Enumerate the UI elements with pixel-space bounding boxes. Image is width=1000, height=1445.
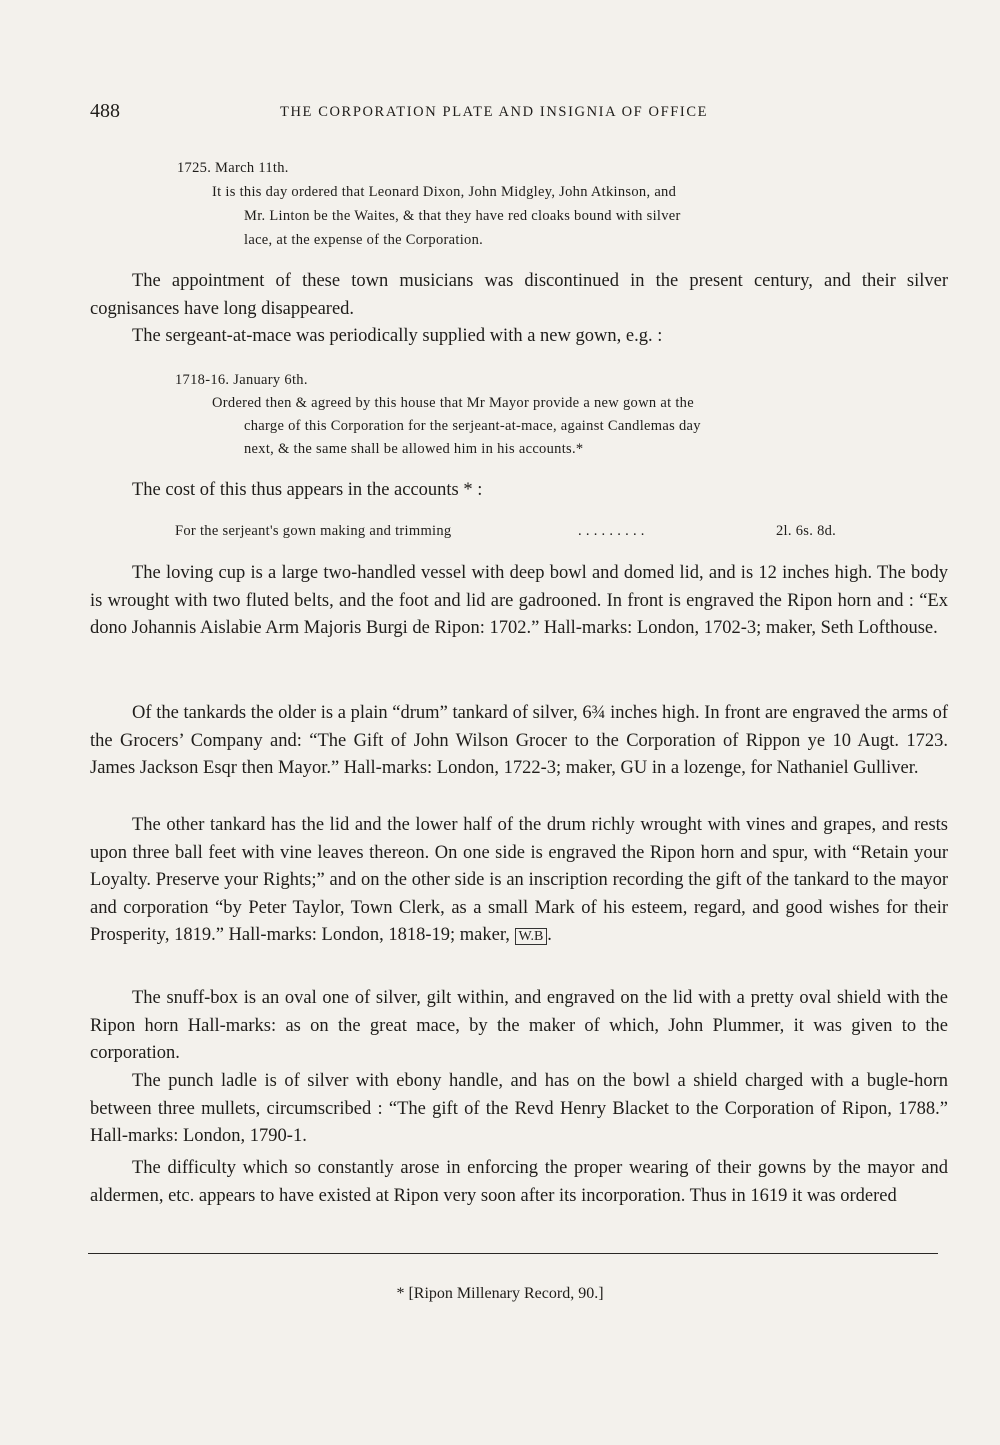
entry1-line: Mr. Linton be the Waites, & that they have red cloaks bound with silver	[244, 208, 681, 224]
running-title: THE CORPORATION PLATE AND INSIGNIA OF OFFICE	[280, 104, 709, 120]
entry2-line: charge of this Corporation for the serjeant-at-mace, against Candlemas day	[244, 418, 701, 434]
paragraph-tankard-other: The other tankard has the lid and the lower half of the drum richly wrought with vines and grapes, and rests upon three ball feet with vine leaves thereon. On one side is engraved the Ripon horn and spur, with “Retain your Loyalty. Preserve your Rights;” and on the other side is an inscription recording the gift of the tankard to the mayor and corporation “by Peter Taylor, Town Clerk, as a small Mark of his esteem, regard, and good wishes for their Prosperity, 1819.” Hall-marks: London, 1818-19; maker, W.B .	[90, 815, 948, 945]
tankard-other-text: The other tankard has the lid and the lower half of the drum richly wrought with vines and grapes, and rests upon three ball feet with vine leaves thereon. On one side is engraved the Ripon horn and spur, with “Retain your Loyalty. Preserve your Rights;” and on the other side is an inscription recording the gift of the tankard to the mayor and corporation “by Peter Taylor, Town Clerk, as a small Mark of his esteem, regard, and good wishes for their Prosperity, 1819.” Hall-marks: London, 1818-19; maker,	[90, 815, 948, 945]
entry2-line: next, & the same shall be allowed him in his accounts.*	[244, 441, 584, 457]
entry2-line: Ordered then & agreed by this house that Mr Mayor provide a new gown at the	[212, 395, 694, 411]
paragraph-snuff-box: The snuff-box is an oval one of silver, gilt within, and engraved on the lid with a pretty oval shield with the Ripon horn Hall-marks: as on the great mace, by the maker of which, John Plummer, it was given to the corporation.	[90, 988, 948, 1063]
paragraph-punch-ladle: The punch ladle is of silver with ebony handle, and has on the bowl a shield charged with a bugle-horn between three mullets, circumscribed : “The gift of the Revd Henry Blacket to the Corporation of Ripon, 1788.” Hall-marks: London, 1790-1.	[90, 1071, 948, 1146]
paragraph-tankard-older: Of the tankards the older is a plain “drum” tankard of silver, 6¾ inches high. In front are engraved the arms of the Grocers’ Company and: “The Gift of John Wilson Grocer to the Corporation of Rippon ye 10 Augt. 1723. James Jackson Esqr then Mayor.” Hall-marks: London, 1722-3; maker, GU in a lozenge, for Nathaniel Gulliver.	[90, 703, 948, 778]
entry1-line: It is this day ordered that Leonard Dixon, John Midgley, John Atkinson, and	[212, 184, 677, 200]
account-amount: 2l. 6s. 8d.	[776, 523, 837, 539]
footnote-divider	[88, 1253, 938, 1254]
paragraph-cost: The cost of this thus appears in the accounts * :	[132, 480, 483, 500]
paragraph-loving-cup: The loving cup is a large two-handled vessel with deep bowl and domed lid, and is 12 inches high. The body is wrought with two fluted belts, and the foot and lid are gadrooned. In front is engraved the Ripon horn and : “Ex dono Johannis Aislabie Arm Majoris Burgi de Ripon: 1702.” Hall-marks: London, 1702-3; maker, Seth Lofthouse.	[90, 563, 948, 638]
page-number: 488	[90, 100, 120, 122]
entry1-date: 1725. March 11th.	[177, 160, 289, 176]
page-header	[90, 100, 950, 130]
account-item: For the serjeant's gown making and trimming	[175, 523, 452, 539]
paragraph-sergeant: The sergeant-at-mace was periodically supplied with a new gown, e.g. :	[132, 326, 663, 346]
account-leaders: . . . . . . . . .	[578, 523, 645, 539]
entry2-date: 1718-16. January 6th.	[175, 372, 308, 388]
footnote: * [Ripon Millenary Record, 90.]	[396, 1285, 604, 1302]
paragraph-musicians: The appointment of these town musicians was discontinued in the present century, and their silver cognisances have long disappeared.	[90, 271, 948, 319]
paragraph-gowns: The difficulty which so constantly arose in enforcing the proper wearing of their gowns by the mayor and aldermen, etc. appears to have existed at Ripon very soon after its incorporation. Thus in 1619 it was ordered	[90, 1158, 948, 1206]
entry1-line: lace, at the expense of the Corporation.	[244, 232, 484, 248]
maker-mark: W.B	[515, 928, 548, 945]
